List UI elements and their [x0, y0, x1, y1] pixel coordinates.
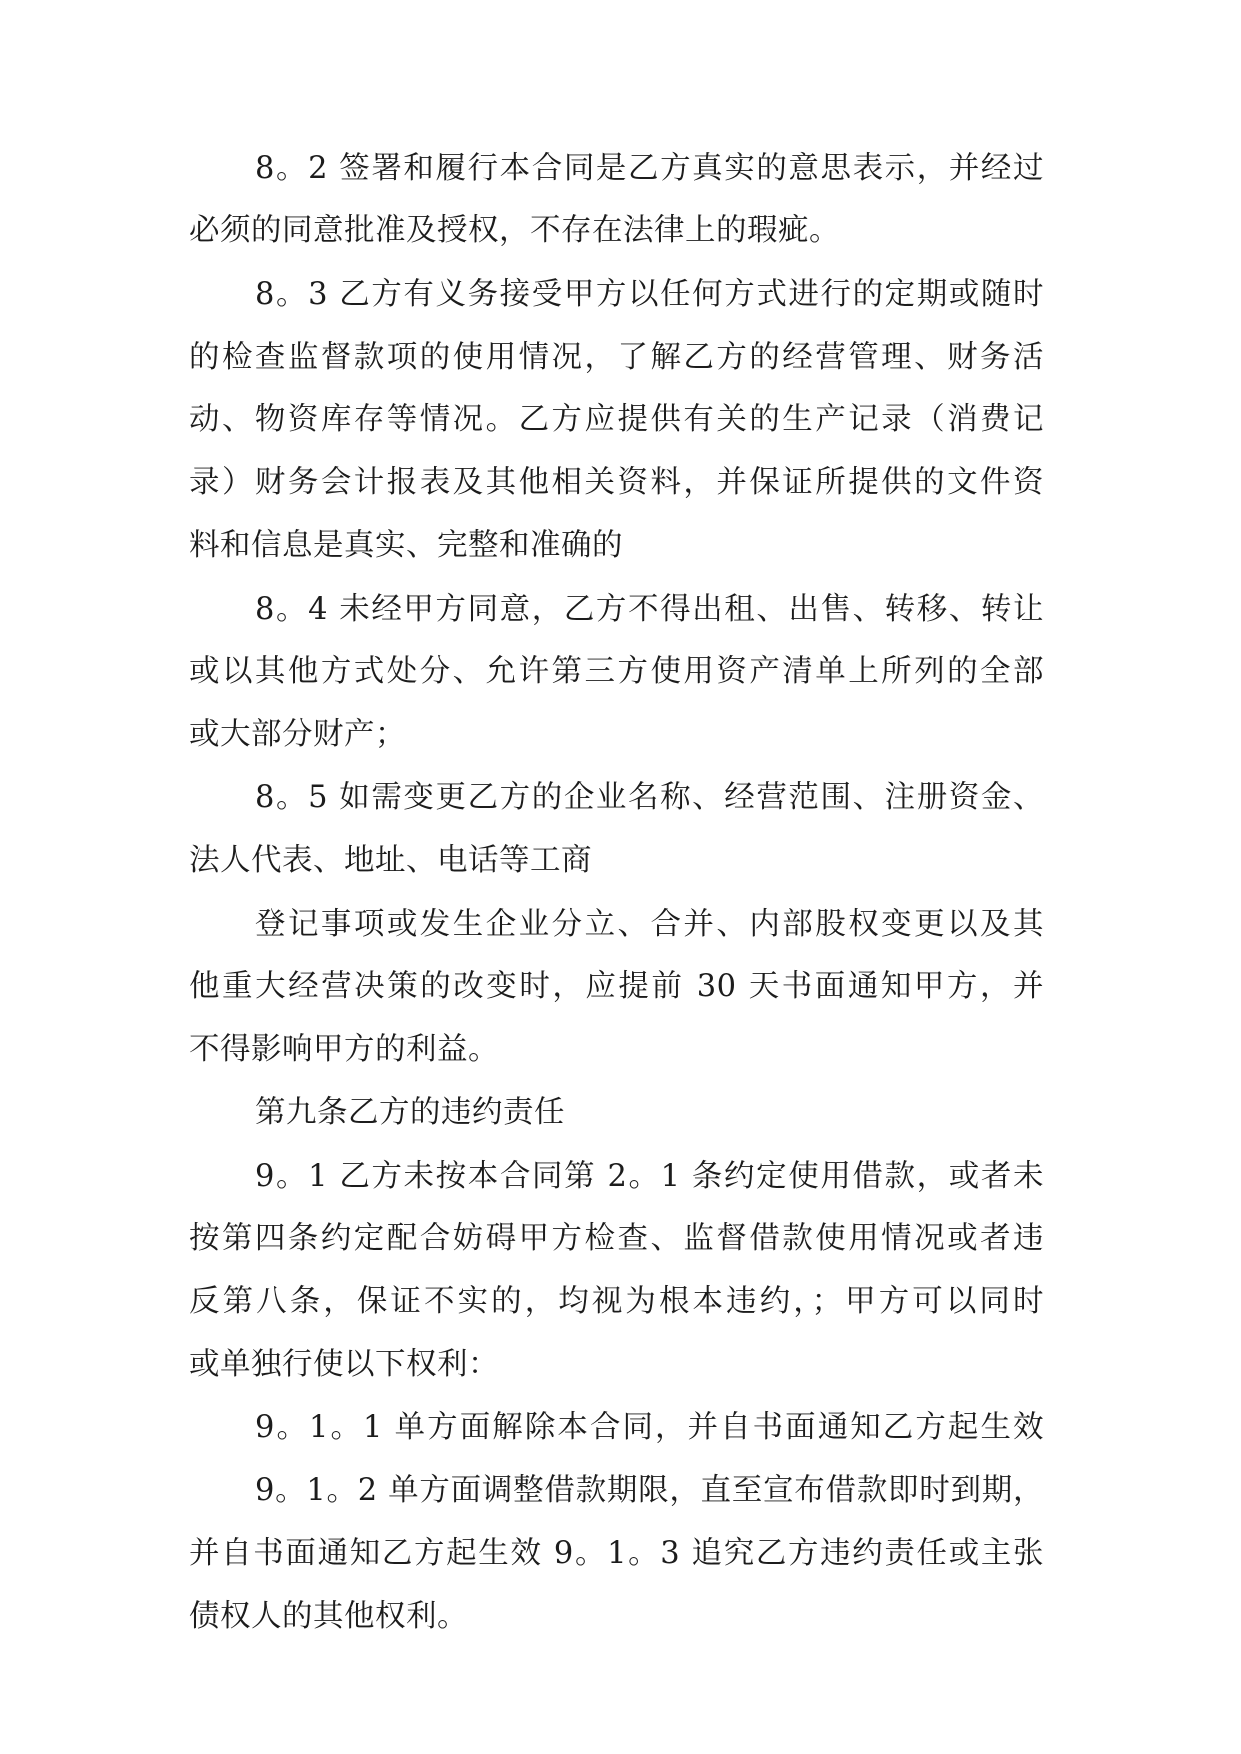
text-line: 动、物资库存等情况。乙方应提供有关的生产记录（消费记 [189, 402, 1044, 437]
text-line: 债权人的其他权利。 [189, 1599, 468, 1634]
text-line: 料和信息是真实、完整和准确的 [189, 528, 623, 563]
text-line: 的检查监督款项的使用情况，了解乙方的经营管理、财务活 [189, 340, 1044, 375]
text-line: 他重大经营决策的改变时，应提前 30 天书面通知甲方，并 [189, 969, 1044, 1004]
text-line: 9。1。1 单方面解除本合同，并自书面通知乙方起生效 [255, 1410, 1044, 1445]
text-line: 8。2 签署和履行本合同是乙方真实的意思表示，并经过 [255, 151, 1044, 186]
text-line: 9。1 乙方未按本合同第 2。1 条约定使用借款，或者未 [255, 1159, 1044, 1194]
text-line: 8。4 未经甲方同意，乙方不得出租、出售、转移、转让 [255, 592, 1044, 627]
text-line: 或以其他方式处分、允许第三方使用资产清单上所列的全部 [189, 654, 1044, 689]
text-line: 8。3 乙方有义务接受甲方以任何方式进行的定期或随时 [255, 277, 1044, 312]
section-heading: 第九条乙方的违约责任 [255, 1095, 565, 1130]
text-line: 或大部分财产； [189, 717, 406, 752]
text-line: 并自书面通知乙方起生效 9。1。3 追究乙方违约责任或主张 [189, 1536, 1044, 1571]
text-line: 或单独行使以下权利： [189, 1347, 499, 1382]
text-line: 登记事项或发生企业分立、合并、内部股权变更以及其 [255, 907, 1044, 942]
text-line: 录）财务会计报表及其他相关资料，并保证所提供的文件资 [189, 465, 1044, 500]
text-line: 反第八条，保证不实的，均视为根本违约，；甲方可以同时 [189, 1284, 1044, 1319]
text-line: 按第四条约定配合妨碍甲方检查、监督借款使用情况或者违 [189, 1221, 1044, 1256]
text-line: 必须的同意批准及授权，不存在法律上的瑕疵。 [189, 213, 840, 248]
text-line: 法人代表、地址、电话等工商 [189, 843, 592, 878]
text-line: 9。1。2 单方面调整借款期限，直至宣布借款即时到期， [255, 1473, 1044, 1508]
text-line: 8。5 如需变更乙方的企业名称、经营范围、注册资金、 [255, 780, 1044, 815]
text-line: 不得影响甲方的利益。 [189, 1032, 499, 1067]
